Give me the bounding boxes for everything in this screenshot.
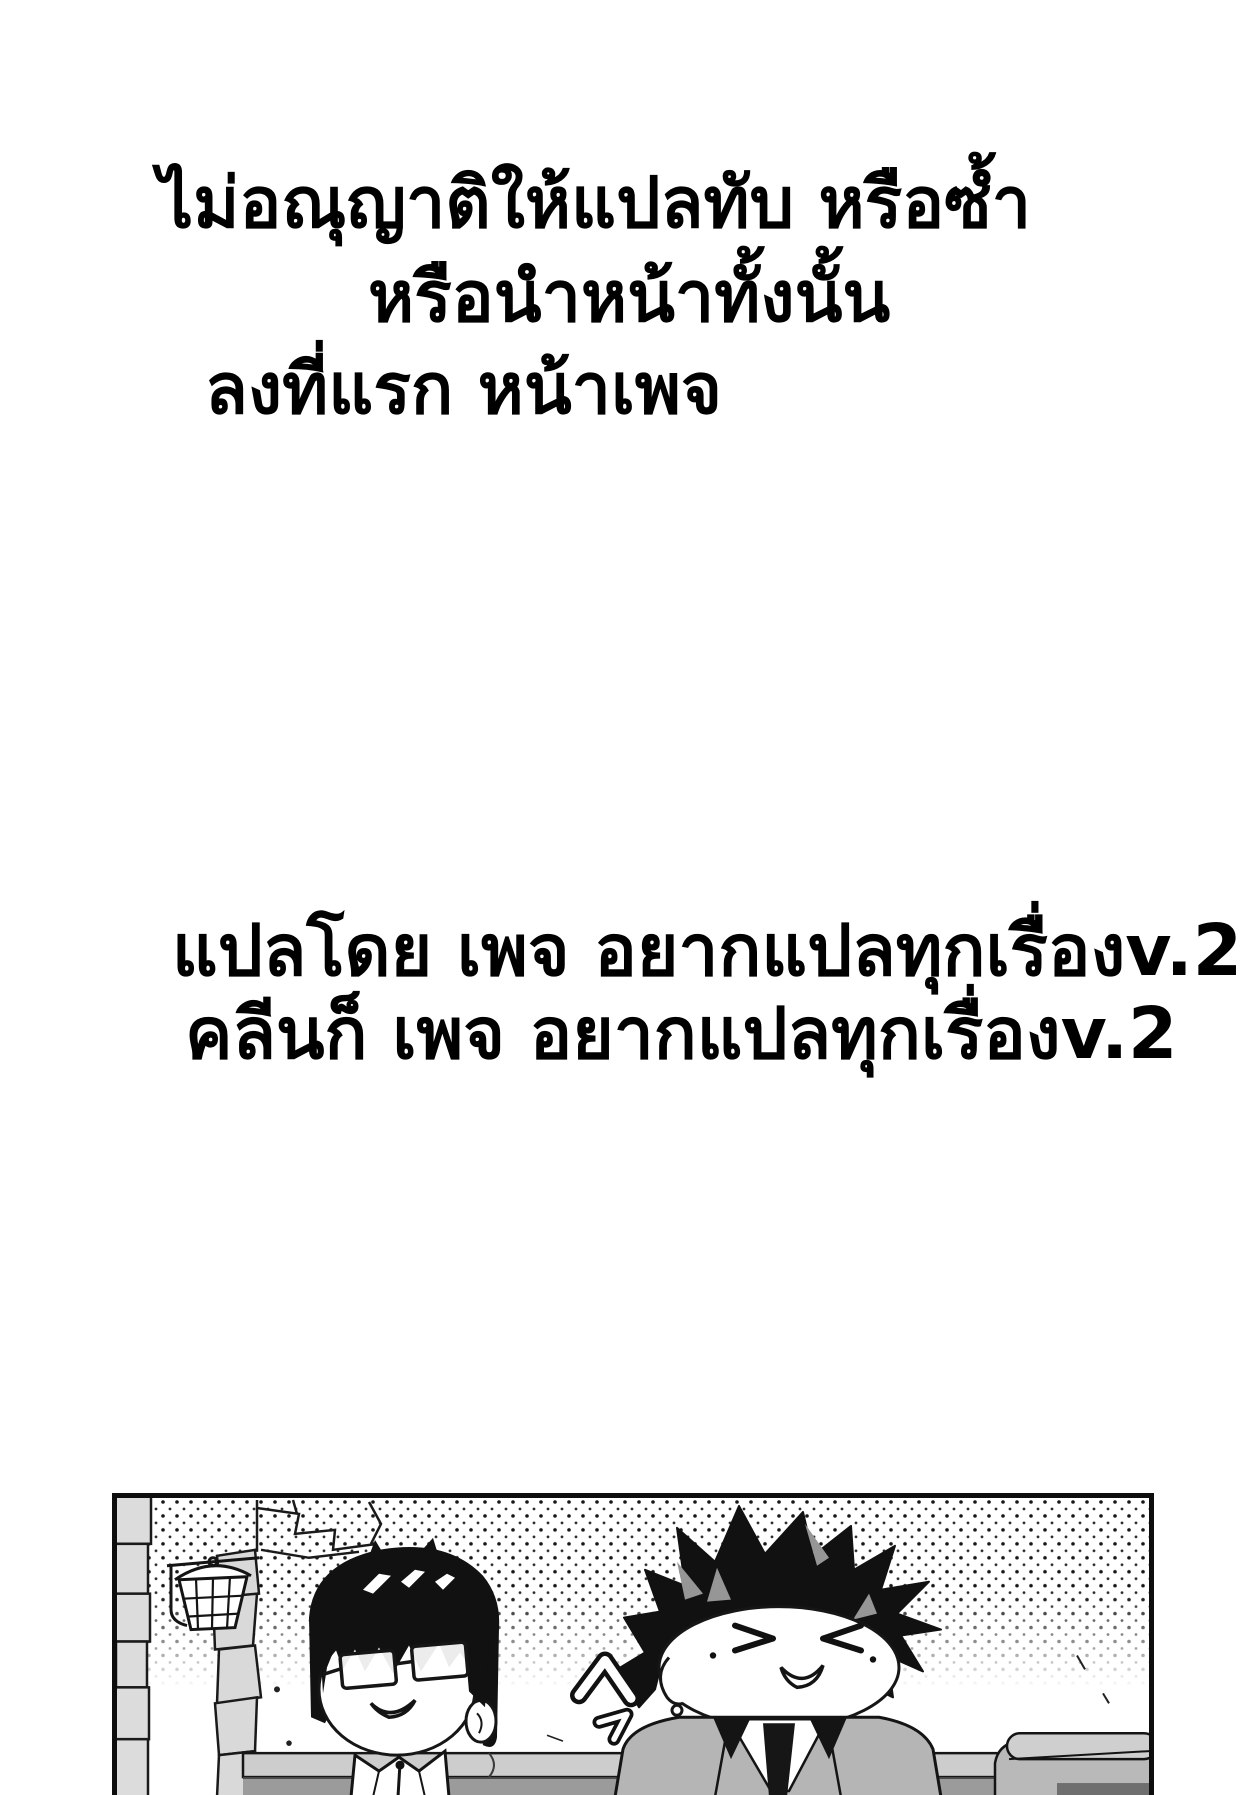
notice-line-3: ลงที่แรก หน้าเพจ <box>205 348 723 430</box>
manga-panel <box>112 1493 1154 1795</box>
manga-panel-illustration <box>117 1498 1149 1795</box>
laugh-mark <box>579 1660 631 1739</box>
beauty-mark-right <box>870 1656 876 1662</box>
notice-line-1: ไม่อณุญาติให้แปลทับ หรือซ้ำ <box>158 162 1032 244</box>
credit-line-2: คลีนก็ เพจ อยากแปลทุกเรื่องv.2 <box>185 992 1178 1075</box>
stone-ledge-right <box>995 1733 1149 1795</box>
credit-line-1: แปลโดย เพจ อยากแปลทุกเรื่องv.2 <box>172 909 1243 992</box>
stone-pillar-left <box>117 1498 151 1795</box>
notice-line-2: หรือนำหน้าทั้งนั้น <box>368 256 891 338</box>
coat <box>615 1717 941 1795</box>
beauty-mark-left <box>710 1652 716 1658</box>
earring-icon <box>672 1705 682 1715</box>
